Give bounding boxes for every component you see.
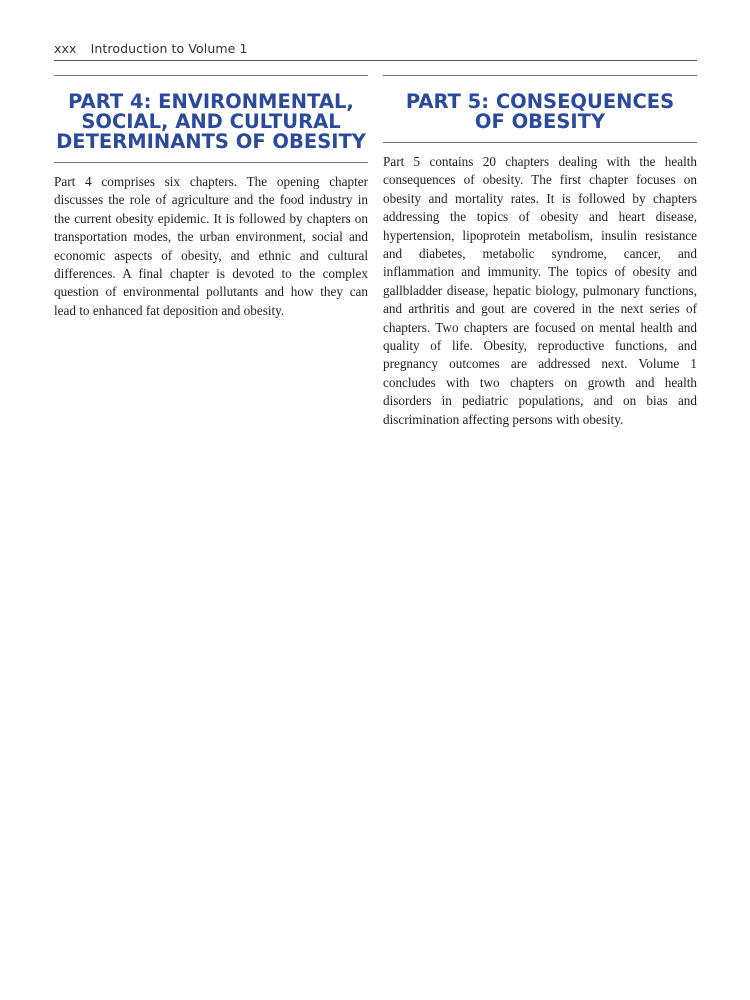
part-4-body: Part 4 comprises six chapters. The opening chapter discusses the role of agriculture and the food industry in the current obesity epidemic. It is followed by chapters on transportation modes, the urban environment, social and economic aspects of obesity, and ethnic and cultural differences. A final chapter is devoted to the complex question of environmental pollutants and how they can lead to enhanced fat deposition and obesity.: [54, 174, 368, 318]
part-5-heading: [383, 75, 697, 143]
right-column: [383, 75, 697, 429]
header-rule: [54, 60, 697, 61]
heading-line: PART 4: ENVIRONMENTAL,: [68, 90, 354, 113]
heading-line: OF OBESITY: [474, 110, 606, 133]
part-5-body: Part 5 contains 20 chapters dealing with the health consequences of obesity. The first chapter focuses on obesity and mortality rates. It is followed by chapters addressing the topics of obesity and heart disease, hypertension, lipoprotein metabolism, insulin resistance and diabetes, metabolic syndrome, cancer, and inflammation and immunity. The topics of obesity and gallbladder disease, hepatic biology, pulmonary functions, and arthritis and gout are covered in the next series of chapters. Two chapters are focused on mental health and quality of life. Obesity, reproductive functions, and pregnancy outcomes are addressed next. Volume 1 concludes with two chapters on growth and health disorders in pediatric populations, and on bias and discrimination affecting persons with obesity.: [383, 154, 697, 427]
heading-line: SOCIAL, AND CULTURAL: [81, 110, 341, 133]
left-column: [54, 75, 368, 320]
part-4-heading: [54, 75, 368, 163]
heading-line: DETERMINANTS OF OBESITY: [56, 130, 366, 153]
running-header: [54, 41, 248, 56]
heading-line: PART 5: CONSEQUENCES: [405, 90, 675, 113]
running-header-title: Introduction to Volume 1: [90, 41, 248, 56]
page-number: xxx: [54, 41, 77, 56]
